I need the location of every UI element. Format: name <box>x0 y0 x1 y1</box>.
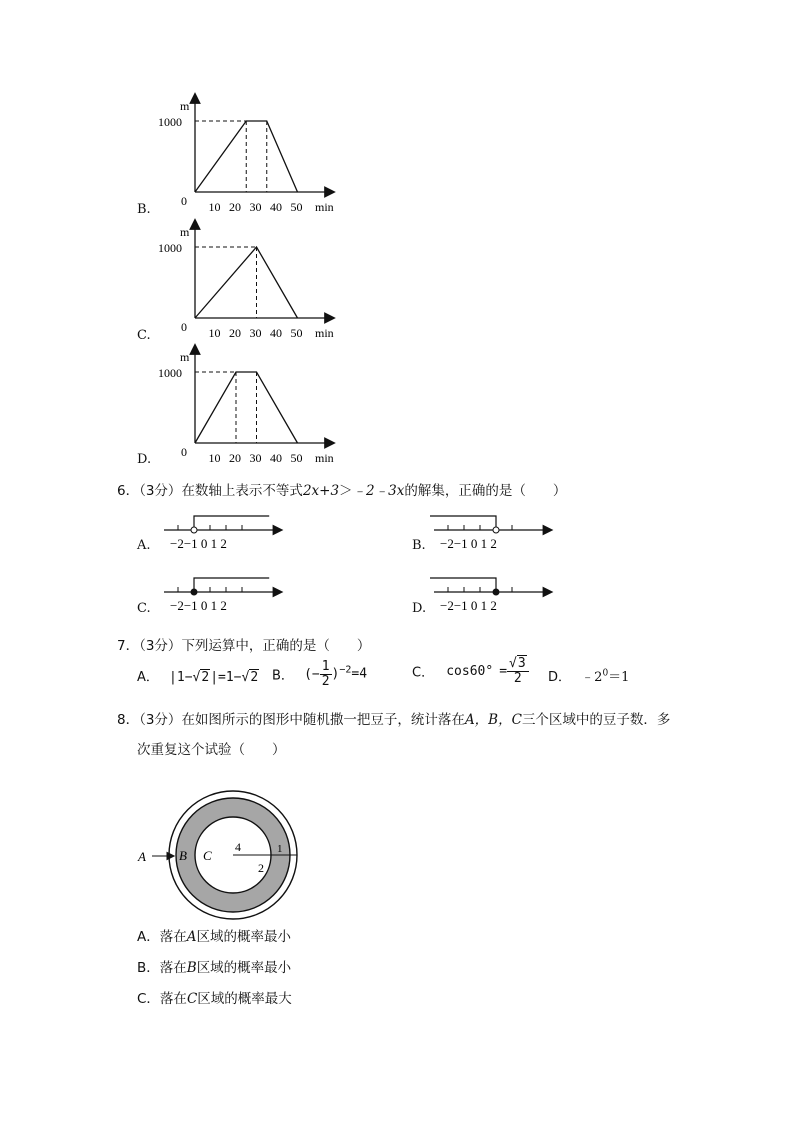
option-label: C. <box>137 601 151 616</box>
tick-labels: −2−1 0 1 2 <box>440 536 497 551</box>
x-tick-label: 20 <box>229 451 241 465</box>
tick-labels: −2−1 0 1 2 <box>170 598 227 613</box>
solution-ray <box>430 516 496 530</box>
expr-part: ) <box>331 666 340 682</box>
option-text: 区域的概率最小 <box>196 960 292 976</box>
open-dot <box>191 527 197 533</box>
ring-width-label: 2 <box>258 861 264 875</box>
y-tick-label: 1000 <box>158 366 182 380</box>
tick-labels: −2−1 0 1 2 <box>170 536 227 551</box>
question-number: 6． <box>117 483 140 499</box>
fraction <box>507 657 529 685</box>
guide-lines <box>195 121 267 192</box>
question-text: 下列运算中，正确的是（ ） <box>181 638 371 654</box>
inner-radius-label: 4 <box>235 840 241 854</box>
option-text: 落在 <box>159 929 187 945</box>
x-tick-label: 40 <box>270 326 282 340</box>
question-8-stem-line1 <box>117 708 670 728</box>
radicand: 2 <box>250 670 259 685</box>
closed-dot <box>191 589 197 595</box>
denominator: 2 <box>321 673 330 689</box>
option-label: B. <box>412 538 426 553</box>
numerator: √3 <box>507 657 529 672</box>
number-line-svg <box>160 510 290 558</box>
region-a-label: A <box>138 849 146 864</box>
expr-part: ﹣2 <box>581 670 603 685</box>
y-tick-label: 1000 <box>158 241 182 255</box>
option-label: A. <box>137 538 151 553</box>
option-label: C． <box>137 991 160 1007</box>
question-score: （3分） <box>139 483 182 499</box>
fraction <box>320 660 332 688</box>
y-axis-label: m <box>180 225 190 239</box>
exponent: 0 <box>602 668 609 679</box>
region-var: B <box>186 960 197 976</box>
inequality-lhs: 2x+3 <box>302 483 340 499</box>
expr-part: cos60° <box>446 663 494 679</box>
x-axis-label: min <box>315 326 334 340</box>
exponent: −2 <box>339 664 352 676</box>
q8-option-c[interactable] <box>137 987 292 1007</box>
question-text: 三个区域中的豆子数．多 <box>521 712 671 728</box>
region-b-label: B <box>179 848 187 863</box>
question-8-stem-line2: 次重复这个试验（ ） <box>137 742 286 758</box>
x-tick-label: 50 <box>290 200 303 214</box>
distance-line <box>195 372 298 443</box>
open-dot <box>493 527 499 533</box>
question-score: （3分） <box>139 712 182 728</box>
x-tick-labels <box>209 200 303 214</box>
origin-label: 0 <box>181 445 187 459</box>
expr-part: |=1− <box>210 670 242 685</box>
origin-label: 0 <box>181 320 187 334</box>
option-label: D． <box>548 670 572 685</box>
region-vars: A，B，C <box>464 712 522 728</box>
x-tick-label: 10 <box>208 451 221 465</box>
number-line-svg <box>160 572 290 620</box>
outer-width-label: 1 <box>277 843 283 855</box>
radicand: 3 <box>517 656 526 671</box>
expr-part: (− <box>304 666 320 682</box>
q7-option-a[interactable] <box>137 666 259 685</box>
question-number: 8． <box>117 712 140 728</box>
denominator: 2 <box>513 670 522 686</box>
y-axis-label: m <box>180 350 190 364</box>
number-line-svg <box>430 510 560 558</box>
distance-line <box>195 247 298 318</box>
q7-option-d[interactable] <box>548 666 629 685</box>
closed-dot <box>493 589 499 595</box>
solution-ray <box>194 578 269 592</box>
solution-ray <box>194 516 269 530</box>
option-label: B. <box>137 202 151 217</box>
option-label: B． <box>137 960 160 976</box>
x-tick-labels <box>209 326 303 340</box>
tick-labels: −2−1 0 1 2 <box>440 598 497 613</box>
inequality-op: ＞ <box>339 483 353 499</box>
graph-d-svg <box>150 343 350 468</box>
option-label: A． <box>137 929 160 945</box>
expr-part: |1− <box>169 670 193 685</box>
x-tick-label: 10 <box>208 326 221 340</box>
x-tick-label: 50 <box>290 326 303 340</box>
option-label: C. <box>137 328 151 343</box>
option-a-expression: |1−√2|=1−√2 <box>169 670 259 685</box>
numerator: 1 <box>321 659 330 674</box>
x-tick-label: 30 <box>249 326 262 340</box>
x-tick-label: 10 <box>208 200 221 214</box>
x-axis-label: min <box>315 200 334 214</box>
x-tick-label: 50 <box>290 451 303 465</box>
expr-part: =4 <box>351 666 368 682</box>
guide-lines <box>195 372 257 443</box>
q8-option-a[interactable] <box>137 925 291 945</box>
number-line-svg <box>430 572 560 620</box>
concentric-circles-figure <box>130 790 310 920</box>
y-axis-label: m <box>180 99 190 113</box>
region-var: A <box>186 929 197 945</box>
question-text: 的解集，正确的是（ ） <box>404 483 567 499</box>
region-var: C <box>186 991 198 1007</box>
x-axis-label: min <box>315 451 334 465</box>
x-tick-label: 40 <box>270 200 282 214</box>
option-label: C． <box>412 665 435 681</box>
graph-c-svg <box>150 218 350 343</box>
option-label: D. <box>412 601 427 616</box>
question-number: 7． <box>117 638 140 654</box>
question-7-stem <box>117 634 370 654</box>
graph-b-svg <box>150 92 350 217</box>
option-text: 区域的概率最小 <box>196 929 291 945</box>
option-label: D. <box>137 452 152 467</box>
q7-option-c[interactable] <box>412 657 529 685</box>
question-6-stem <box>117 479 566 499</box>
option-text: 落在 <box>159 960 187 976</box>
option-label: A． <box>137 670 159 685</box>
x-tick-labels <box>209 451 303 465</box>
question-score: （3分） <box>139 638 182 654</box>
x-tick-label: 30 <box>249 451 262 465</box>
q8-option-b[interactable] <box>137 956 291 976</box>
expr-part: = <box>499 663 508 679</box>
region-c-label: C <box>203 848 212 863</box>
expr-part: ＝1 <box>608 670 630 685</box>
radicand: 2 <box>201 670 210 685</box>
q7-option-b[interactable] <box>272 660 367 688</box>
x-tick-label: 20 <box>229 200 241 214</box>
solution-ray <box>430 578 496 592</box>
option-text: 区域的概率最大 <box>197 991 292 1007</box>
inequality-rhs: ﹣2﹣3x <box>352 483 405 499</box>
x-tick-label: 40 <box>270 451 282 465</box>
origin-label: 0 <box>181 194 187 208</box>
option-text: 落在 <box>159 991 187 1007</box>
x-tick-label: 30 <box>249 200 262 214</box>
option-label: B． <box>272 668 294 684</box>
question-text: 在数轴上表示不等式 <box>181 483 303 499</box>
x-tick-label: 20 <box>229 326 241 340</box>
y-tick-label: 1000 <box>158 115 182 129</box>
question-text: 在如图所示的图形中随机撒一把豆子，统计落在 <box>181 712 465 728</box>
